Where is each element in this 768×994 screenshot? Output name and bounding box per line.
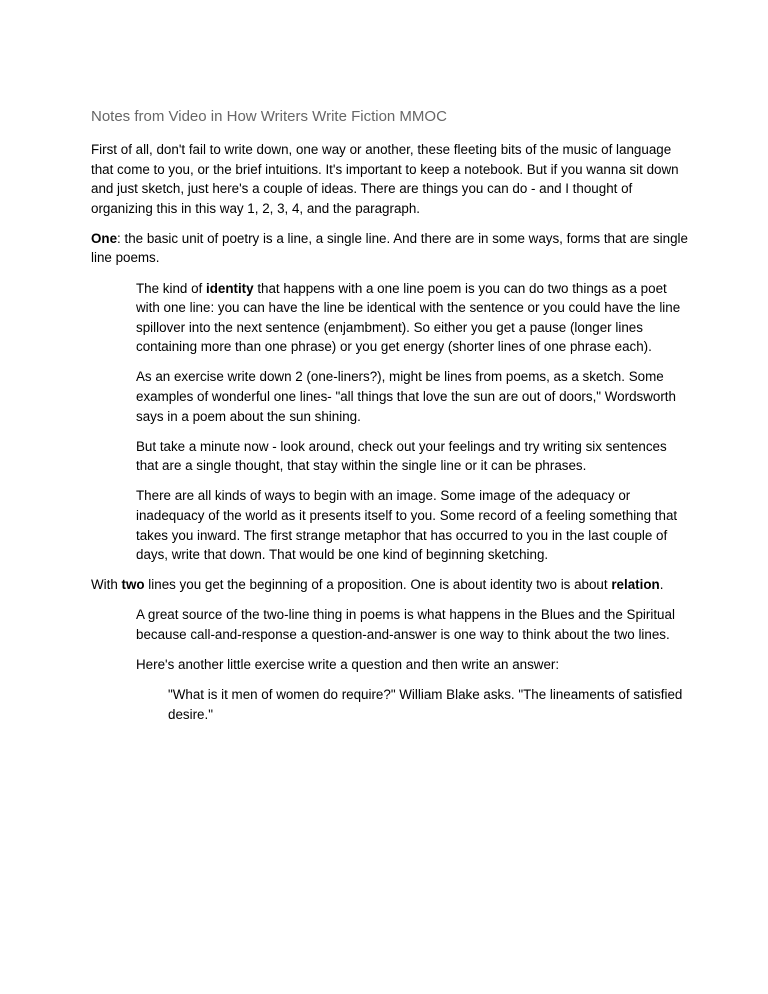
two-post: . xyxy=(659,577,664,593)
paragraph-two xyxy=(91,575,691,595)
bold-one: One xyxy=(91,230,118,246)
paragraph-one-text: : the basic unit of poetry is a line, a single line. And there are in some ways, forms that are single line poems. xyxy=(91,230,688,266)
identity-post: that happens with a one line poem is you can do two things as a poet with one line: you can have the line be identical with the sentence or you could have the line spillover into the next sentence (enjambment). So either you get a pause (longer lines containing more than one phrase) or you get energy (shorter lines of one phrase each). xyxy=(136,280,681,355)
document-title: Notes from Video in How Writers Write Fiction MMOC xyxy=(91,108,447,125)
document-page xyxy=(91,107,691,735)
paragraph-intro: First of all, don't fail to write down, one way or another, these fleeting bits of the music of language that come to you, or the brief intuitions. It's important to keep a notebook. But if you wanna sit down and just sketch, just here's a couple of ideas. There are things you can do - and I thought of organizing this in this way 1, 2, 3, 4, and the paragraph. xyxy=(91,142,679,216)
two-pre: With xyxy=(91,577,122,593)
paragraph-identity xyxy=(136,279,691,357)
bold-relation: relation xyxy=(611,577,660,593)
paragraph-one xyxy=(91,229,691,268)
two-mid: lines you get the beginning of a proposition. One is about identity two is about xyxy=(144,577,612,593)
bold-two: two xyxy=(121,577,145,593)
identity-pre: The kind of xyxy=(136,280,206,296)
paragraph-begin-with-image: There are all kinds of ways to begin with an image. Some image of the adequacy or inadequacy of the world as it presents itself to you. Some record of a feeling something that takes you inward. The first strange metaphor that has occurred to you in the last couple of days, write that down. That would be one kind of beginning sketching. xyxy=(136,488,678,563)
paragraph-exercise-one-liners: As an exercise write down 2 (one-liners?), might be lines from poems, as a sketch. Some examples of wonderful one lines- "all things that love the sun are out of doors," Wordsworth says in a poem about the sun shining. xyxy=(136,369,676,424)
paragraph-blues: A great source of the two-line thing in poems is what happens in the Blues and the Spiritual because call-and-response a question-and-answer is one way to think about the two lines. xyxy=(136,607,675,642)
bold-identity: identity xyxy=(205,280,254,296)
paragraph-blake-quote: "What is it men of women do require?" William Blake asks. "The lineaments of satisfied desire." xyxy=(168,687,683,722)
paragraph-take-a-minute: But take a minute now - look around, check out your feelings and try writing six sentences that are a single thought, that stay within the single line or it can be phrases. xyxy=(136,438,667,474)
paragraph-question-exercise: Here's another little exercise write a question and then write an answer: xyxy=(136,657,560,673)
